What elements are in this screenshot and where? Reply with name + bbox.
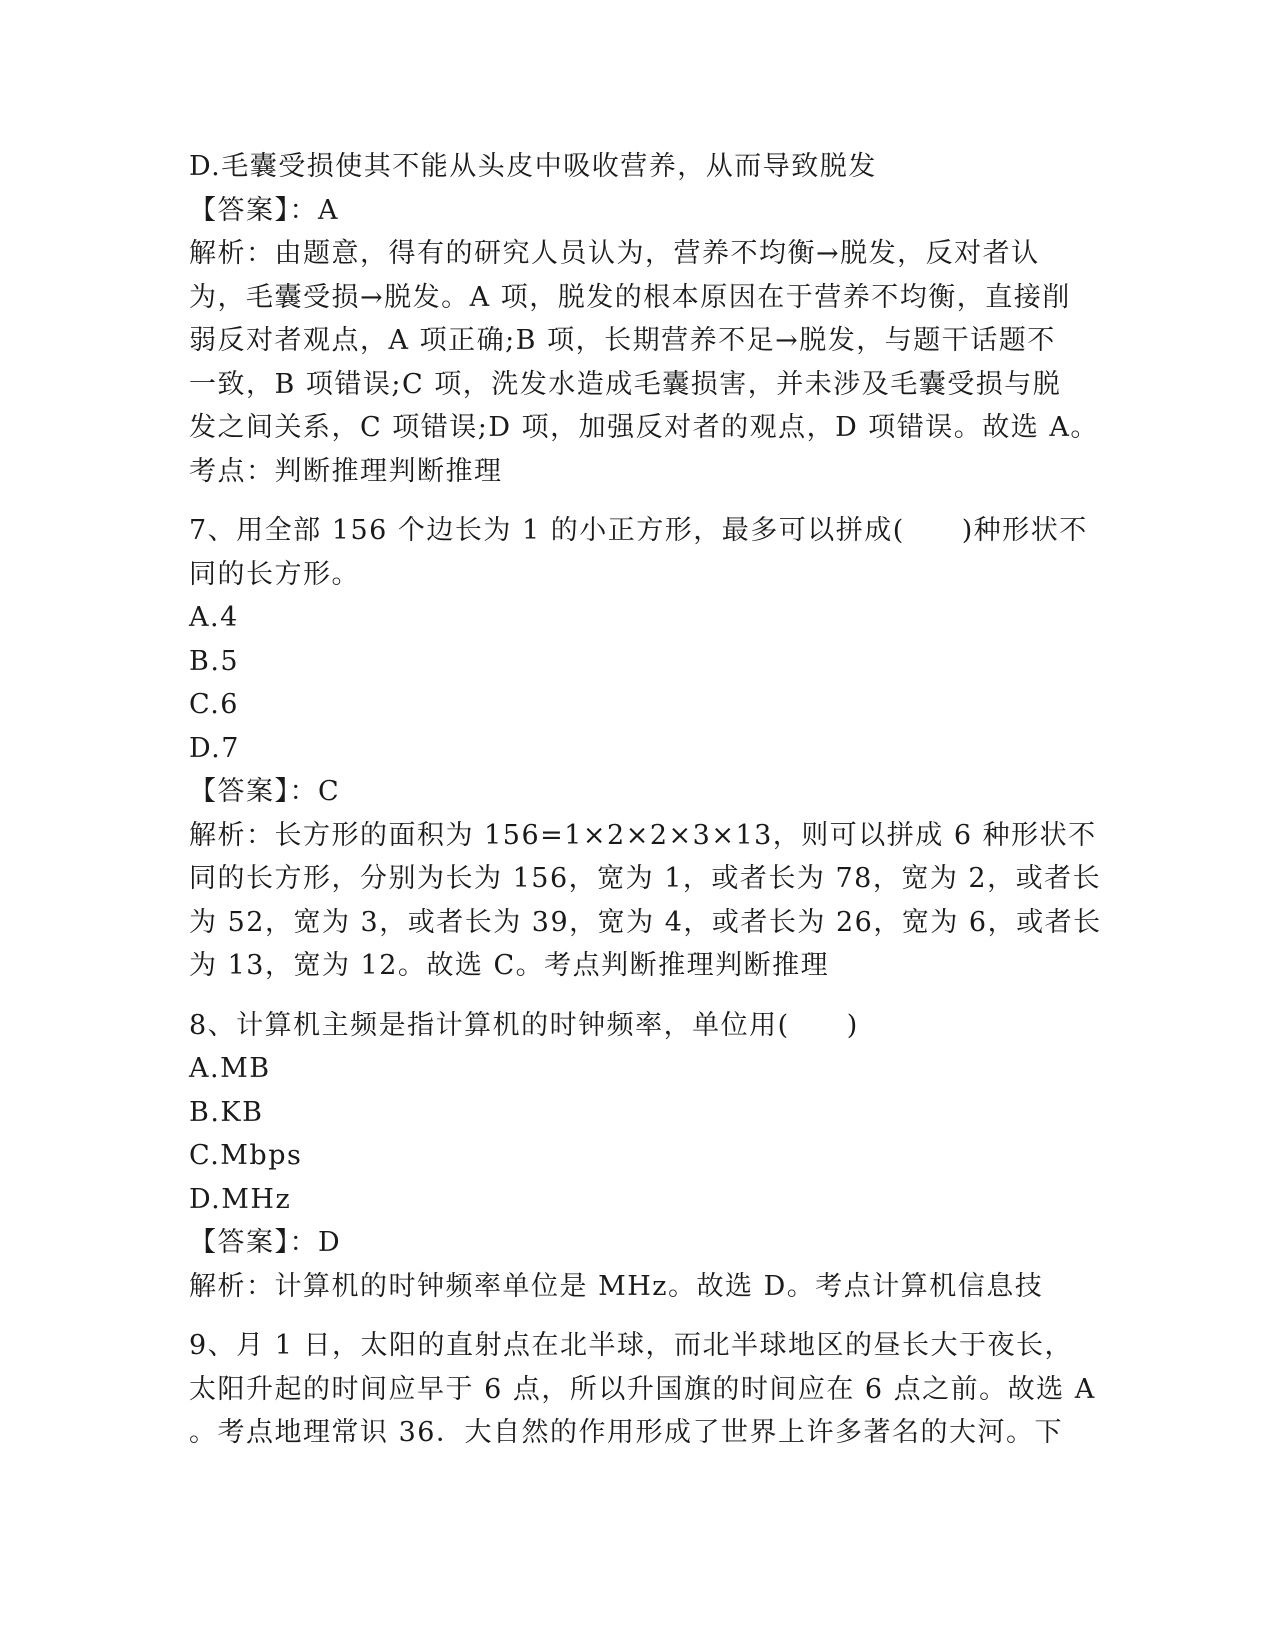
explanation-line: 弱反对者观点，A 项正确;B 项，长期营养不足→脱发，与题干话题不: [189, 325, 1056, 356]
topic-line: 考点：判断推理判断推理: [189, 455, 503, 487]
explanation-line: 同的长方形，分别为长为 156，宽为 1，或者长为 78，宽为 2，或者长: [189, 863, 1102, 894]
question-8: [189, 1004, 1089, 1309]
option-a: A.4: [189, 602, 239, 633]
explanation-line: 发之间关系，C 项错误;D 项，加强反对者的观点，D 项错误。故选 A。: [189, 412, 1099, 443]
option-d: D.MHz: [189, 1183, 292, 1215]
option-d: D.毛囊受损使其不能从头皮中吸收营养，从而导致脱发: [189, 151, 877, 182]
answer-label: 【答案】：A: [189, 194, 339, 226]
question-9: [189, 1324, 1096, 1455]
explanation-line: 为 52，宽为 3，或者长为 39，宽为 4，或者长为 26，宽为 6，或者长: [189, 906, 1102, 938]
paragraph-gap: [189, 988, 1089, 1004]
option-c: C.Mbps: [189, 1140, 303, 1171]
question-7: [189, 509, 1102, 988]
paragraph-gap: [189, 1308, 1089, 1324]
option-a: A.MB: [189, 1053, 271, 1084]
answer-label: 【答案】：D: [189, 1227, 342, 1258]
explanation-line: 为 13，宽为 12。故选 C。考点判断推理判断推理: [189, 950, 830, 981]
option-b: B.KB: [189, 1096, 264, 1128]
question-6-tail: [189, 145, 1099, 493]
answer-label: 【答案】：C: [189, 776, 341, 807]
option-b: B.5: [189, 645, 240, 677]
question-stem: 9、月 1 日，太阳的直射点在北半球，而北半球地区的昼长大于夜长，: [189, 1330, 1074, 1361]
explanation-line: 解析：计算机的时钟频率单位是 MHz。故选 D。考点计算机信息技: [189, 1270, 1044, 1302]
question-stem: 7、用全部 156 个边长为 1 的小正方形，最多可以拼成( )种形状不: [189, 515, 1088, 546]
question-stem: 同的长方形。: [189, 558, 360, 590]
question-stem: 。考点地理常识 36．大自然的作用形成了世界上许多著名的大河。下: [189, 1417, 1063, 1448]
explanation-line: 为，毛囊受损→脱发。A 项，脱发的根本原因在于营养不均衡，直接削: [189, 281, 1071, 313]
document-content: [189, 145, 1102, 1455]
option-d: D.7: [189, 732, 240, 764]
explanation-line: 解析：由题意，得有的研究人员认为，营养不均衡→脱发，反对者认: [189, 238, 1040, 269]
paragraph-gap: [189, 493, 1089, 509]
explanation-line: 解析：长方形的面积为 156=1×2×2×3×13，则可以拼成 6 种形状不: [189, 819, 1097, 851]
question-stem: 太阳升起的时间应早于 6 点，所以升国旗的时间应在 6 点之前。故选 A: [189, 1373, 1096, 1405]
question-stem: 8、计算机主频是指计算机的时钟频率，单位用( ): [189, 1009, 859, 1041]
explanation-line: 一致，B 项错误;C 项，洗发水造成毛囊损害，并未涉及毛囊受损与脱: [189, 368, 1062, 400]
option-c: C.6: [189, 689, 239, 720]
